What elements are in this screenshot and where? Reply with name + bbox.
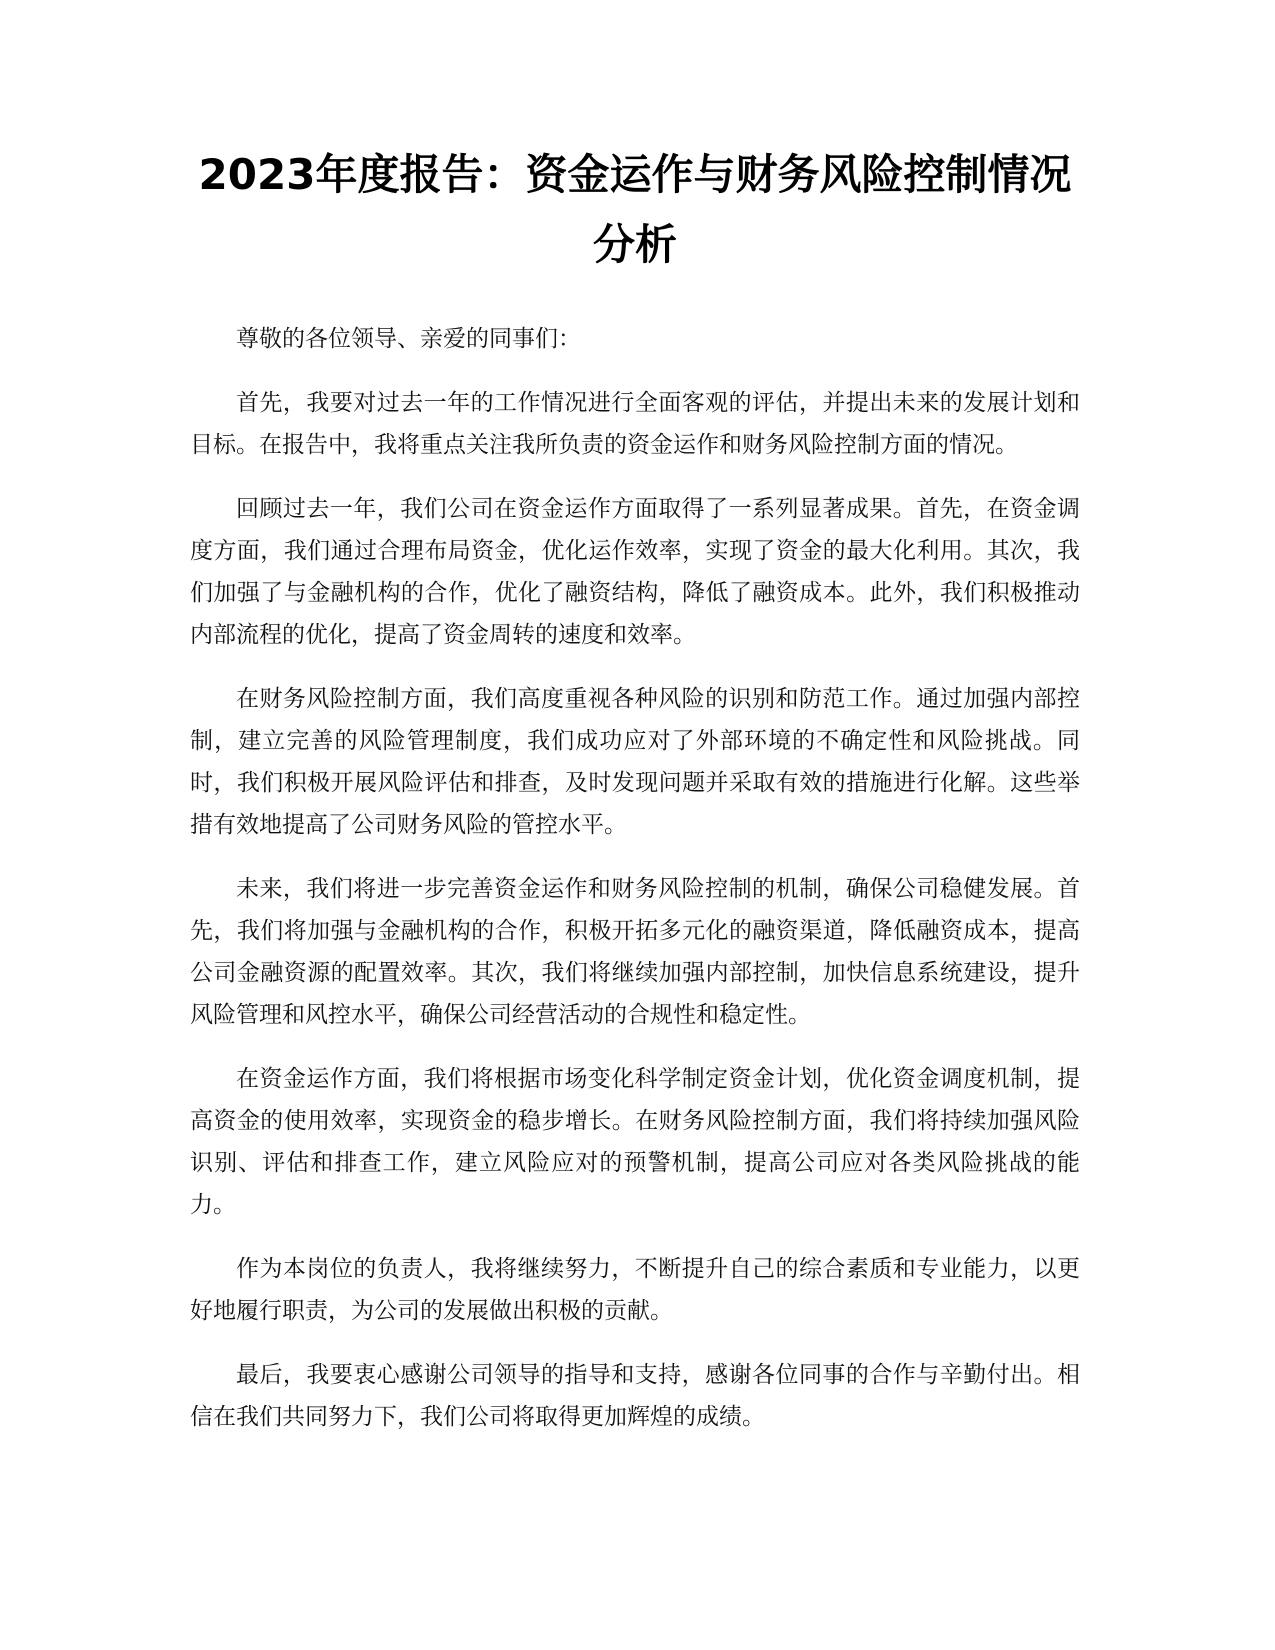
document-body: [190, 318, 1080, 1460]
paragraph-future-plan: 未来，我们将进一步完善资金运作和财务风险控制的机制，确保公司稳健发展。首先，我们将加强与金融机构的合作，积极开拓多元化的融资渠道，降低融资成本，提高公司金融资源的配置效率。其次，我们将继续加强内部控制，加快信息系统建设，提升风险管理和风控水平，确保公司经营活动的合规性和稳定性。: [190, 876, 1080, 1028]
paragraph-greeting: 尊敬的各位领导、亲爱的同事们：: [236, 326, 581, 352]
paragraph-risk-control-review: 在财务风险控制方面，我们高度重视各种风险的识别和防范工作。通过加强内部控制，建立完善的风险管理制度，我们成功应对了外部环境的不确定性和风险挑战。同时，我们积极开展风险评估和排查，及时发现问题并采取有效的措施进行化解。这些举措有效地提高了公司财务风险的管控水平。: [190, 686, 1080, 838]
paragraph-fund-operation-review: 回顾过去一年，我们公司在资金运作方面取得了一系列显著成果。首先，在资金调度方面，我们通过合理布局资金，优化运作效率，实现了资金的最大化利用。其次，我们加强了与金融机构的合作，优化了融资结构，降低了融资成本。此外，我们积极推动内部流程的优化，提高了资金周转的速度和效率。: [190, 496, 1080, 648]
paragraph-thanks: 最后，我要衷心感谢公司领导的指导和支持，感谢各位同事的合作与辛勤付出。相信在我们共同努力下，我们公司将取得更加辉煌的成绩。: [190, 1362, 1080, 1430]
paragraph-fund-and-risk-plan: 在资金运作方面，我们将根据市场变化科学制定资金计划，优化资金调度机制，提高资金的使用效率，实现资金的稳步增长。在财务风险控制方面，我们将持续加强风险识别、评估和排查工作，建立风险应对的预警机制，提高公司应对各类风险挑战的能力。: [190, 1066, 1080, 1218]
document-title: 2023年度报告：资金运作与财务风险控制情况分析: [198, 150, 1072, 269]
paragraph-intro: 首先，我要对过去一年的工作情况进行全面客观的评估，并提出未来的发展计划和目标。在报告中，我将重点关注我所负责的资金运作和财务风险控制方面的情况。: [190, 390, 1080, 458]
paragraph-personal-commitment: 作为本岗位的负责人，我将继续努力，不断提升自己的综合素质和专业能力，以更好地履行职责，为公司的发展做出积极的贡献。: [190, 1256, 1080, 1324]
